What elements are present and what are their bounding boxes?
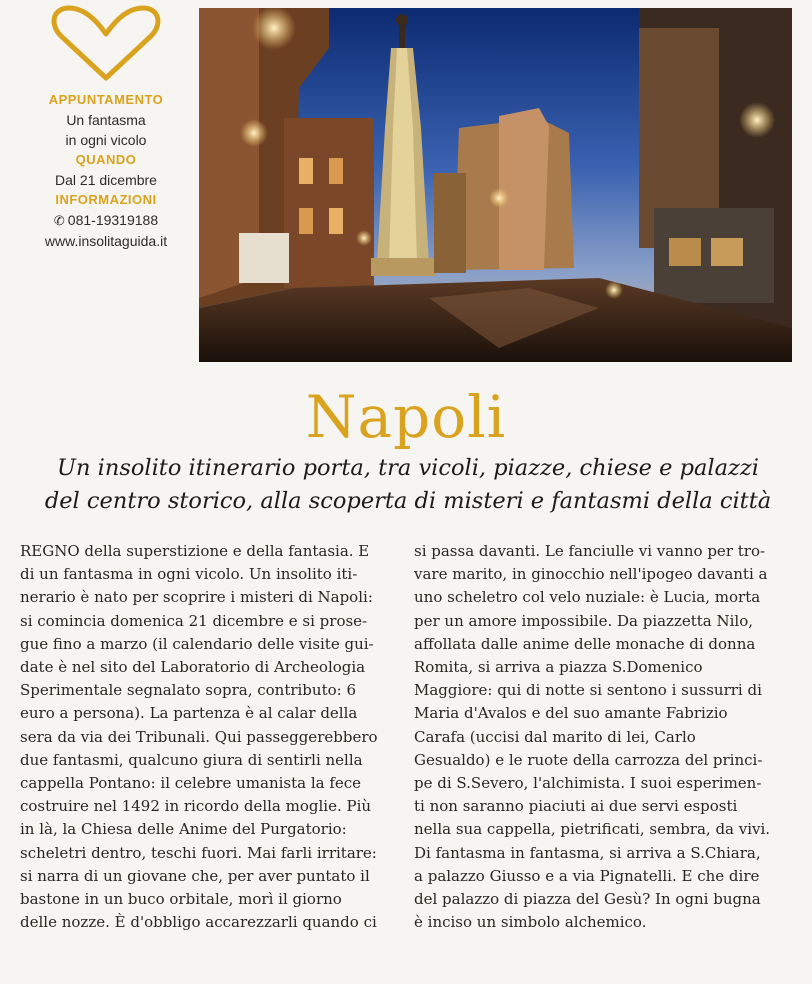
body-text-line: si passa davanti. Le fanciulle vi vanno per tro-: [414, 542, 766, 560]
article-subtitle: [18, 452, 798, 518]
heart-outline-icon: [47, 4, 165, 84]
appuntamento-line-1: Un fantasma: [66, 112, 146, 128]
body-text-line: delle nozze. È d'obbligo accarezzarli quando ci: [20, 913, 377, 932]
body-text-line: uno scheletro col velo nuziale: è Lucia, morta: [414, 588, 761, 607]
body-text-line: di un fantasma in ogni vicolo. Un insolito iti-: [20, 565, 358, 584]
article-body-right-column: [414, 540, 794, 934]
body-text-line: gue fino a marzo (il calendario delle visite gui-: [20, 634, 374, 653]
body-text-line: REGNO della superstizione e della fantasia. E: [20, 542, 370, 560]
night-square-illustration: [199, 8, 792, 362]
appuntamento-label: APPUNTAMENTO: [48, 92, 164, 107]
article-title: Napoli: [305, 383, 507, 451]
body-text-line: date è nel sito del Laboratorio di Archeologia: [20, 658, 366, 677]
body-text-line: nella sua cappella, pietrificati, sembra, da vivi.: [414, 820, 771, 839]
subtitle-line: del centro storico, alla scoperta di misteri e fantasmi della città: [44, 488, 772, 514]
body-text-line: Maria d'Avalos e del suo amante Fabrizio: [414, 704, 728, 723]
subtitle-line: Un insolito itinerario porta, tra vicoli, piazze, chiese e palazzi: [57, 455, 759, 481]
body-text-line: in là, la Chiesa delle Anime del Purgatorio:: [20, 820, 347, 839]
article-photo: [199, 8, 792, 362]
body-text-line: bastone in un buco orbitale, morì il giorno: [20, 890, 342, 909]
body-text-line: Gesualdo) e le ruote della carrozza del princi-: [414, 750, 763, 769]
body-text-line: nerario è nato per scoprire i misteri di Napoli:: [20, 588, 373, 607]
body-text-line: ti non saranno piaciuti ai due servi esposti: [414, 797, 738, 816]
body-text-line: euro a persona). La partenza è al calar della: [20, 704, 358, 723]
body-text-line: è inciso un simbolo alchemico.: [414, 913, 647, 932]
body-text-line: pe di S.Severo, l'alchimista. I suoi esperimen-: [414, 774, 762, 793]
body-text-line: Romita, si arriva a piazza S.Domenico: [414, 658, 703, 677]
body-text-line: Sperimentale segnalato sopra, contributo: 6: [20, 681, 356, 700]
body-text-line: affollata dalle anime delle monache di donna: [414, 634, 756, 653]
phone-number: 081-19319188: [67, 212, 159, 228]
body-text-line: Di fantasma in fantasma, si arriva a S.Chiara,: [414, 843, 761, 862]
appuntamento-line-2: in ogni vicolo: [65, 132, 147, 148]
quando-value: Dal 21 dicembre: [55, 172, 157, 188]
phone-icon: ✆: [53, 213, 65, 228]
informazioni-label: INFORMAZIONI: [55, 192, 157, 207]
article-body-left-column: [20, 540, 400, 934]
body-text-line: Carafa (uccisi dal marito di lei, Carlo: [414, 727, 696, 746]
phone-row: [18, 210, 194, 231]
website-link[interactable]: www.insolitaguida.it: [44, 233, 168, 249]
body-text-line: scheletri dentro, teschi fuori. Mai farli irritare:: [20, 843, 377, 862]
body-text-line: del palazzo di piazza del Gesù? In ogni bugna: [414, 890, 761, 909]
body-text-line: Maggiore: qui di notte si sentono i sussurri di: [414, 681, 762, 700]
event-info-box: [18, 4, 194, 251]
body-text-line: costruire nel 1492 in ricordo della moglie. Più: [20, 797, 372, 816]
body-text-line: sera da via dei Tribunali. Qui passeggerebbero: [20, 727, 378, 746]
body-text-line: a palazzo Giusso e a via Pignatelli. E che dire: [414, 866, 760, 885]
body-text-line: due fantasmi, qualcuno giura di sentirli nella: [20, 750, 363, 769]
body-text-line: cappella Pontano: il celebre umanista la fece: [20, 774, 362, 793]
quando-label: QUANDO: [75, 152, 137, 167]
body-text-line: per un amore impossibile. Da piazzetta Nilo,: [414, 611, 754, 630]
body-text-line: vare marito, in ginocchio nell'ipogeo davanti a: [414, 565, 768, 584]
body-text-line: si comincia domenica 21 dicembre e si prose-: [20, 611, 368, 630]
body-text-line: si narra di un giovane che, per aver puntato il: [20, 866, 370, 885]
